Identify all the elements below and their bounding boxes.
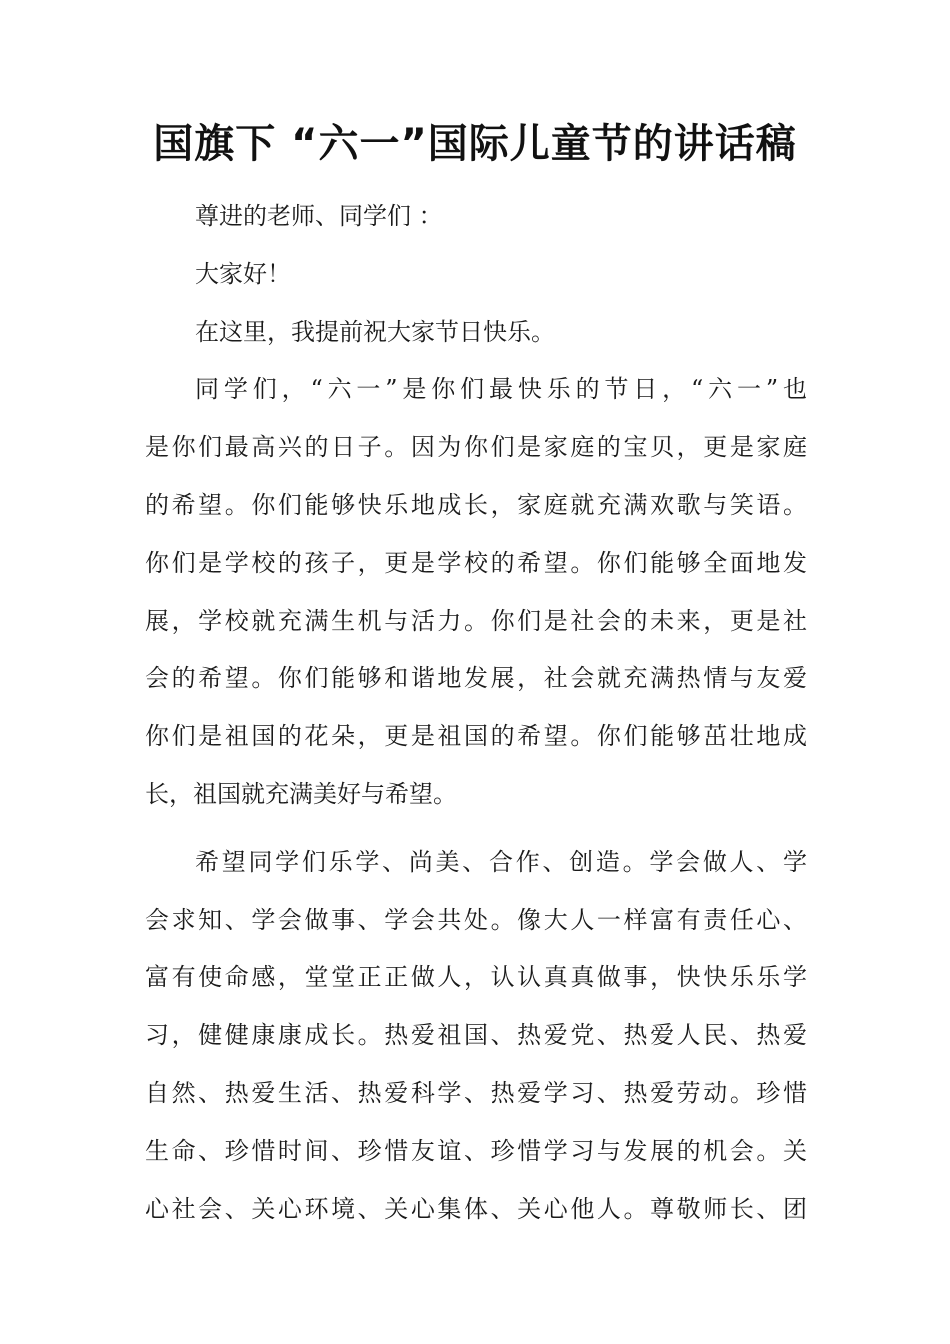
text-line: 生命、珍惜时间、珍惜友谊、珍惜学习与发展的机会。关 [145,1136,807,1165]
text-line: 在这里，我提前祝大家节日快乐。 [195,317,555,346]
text-line: 是你们最高兴的日子。因为你们是家庭的宝贝，更是家庭 [145,433,807,462]
paragraph-gap [145,824,807,834]
text-line: 你们是学校的孩子，更是学校的希望。你们能够全面地发 [145,548,807,577]
text-line: 希望同学们乐学、尚美、合作、创造。学会做人、学 [195,847,807,876]
text-line: 尊进的老师、同学们 ： [195,202,443,230]
text-line: 大家好！ [195,259,291,288]
text-line: 同学们，“六一”是你们最快乐的节日，“六一”也 [195,375,807,404]
document-body [145,188,807,1238]
text-line: 会的希望。你们能够和谐地发展，社会就充满热情与友爱 [145,664,807,693]
text-line: 心社会、关心环境、关心集体、关心他人。尊敬师长、团 [145,1194,807,1223]
text-line: 富有使命感，堂堂正正做人，认认真真做事，快快乐乐学 [145,963,807,992]
text-line: 长，祖国就充满美好与希望。 [145,779,457,808]
text-line: 会求知、学会做事、学会共处。像大人一样富有责任心、 [145,905,807,934]
text-line: 的希望。你们能够快乐地成长，家庭就充满欢歌与笑语。 [145,490,807,519]
text-line: 自然、热爱生活、热爱科学、热爱学习、热爱劳动。珍惜 [145,1078,807,1107]
text-line: 展，学校就充满生机与活力。你们是社会的未来，更是社 [145,606,807,635]
text-line: 习，健健康康成长。热爱祖国、热爱党、热爱人民、热爱 [145,1021,807,1050]
text-line: 你们是祖国的花朵，更是祖国的希望。你们能够茁壮地成 [145,722,807,751]
document-title: 国旗下 “六一”国际儿童节的讲话稿 [153,121,797,167]
